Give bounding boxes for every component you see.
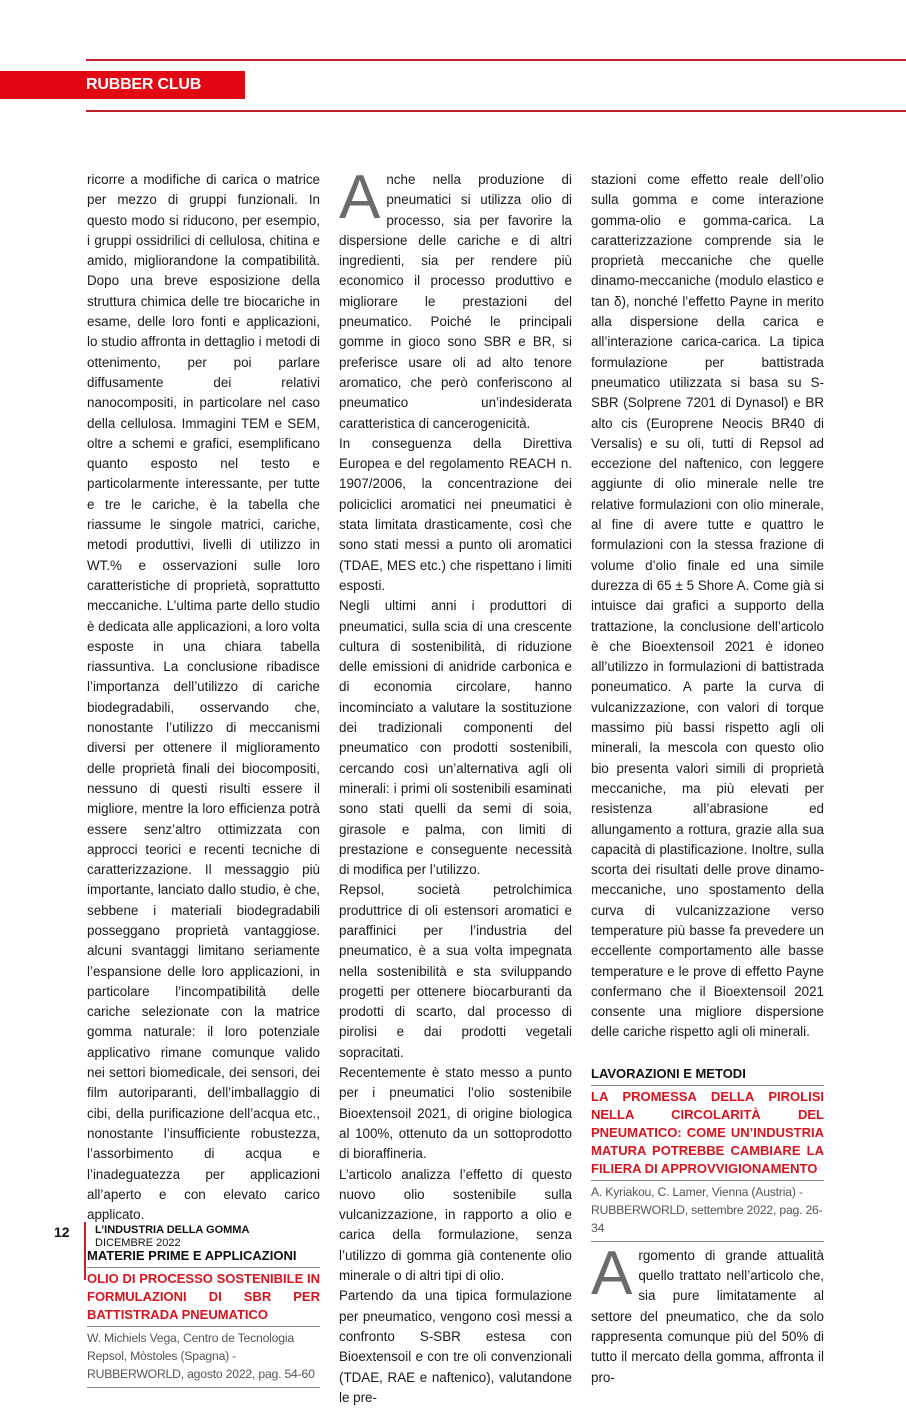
body-paragraph: nche nella produzione di pneumatici si utilizza olio di processo, sia per favorire la dispersione delle cariche e di altri ingredienti, sia per rendere più economico il processo produttivo e migliorare le prestazioni del pneumatico. Poiché le principali gomme in gioco sono SBR e BR, si preferisce usare oli ad alto tenore aromatico, che però conferiscono al pneumatico un’indesiderata caratteristica di cancerogenicità. (339, 172, 572, 431)
header-rule-bottom (86, 110, 906, 112)
article-byline: W. Michiels Vega, Centro de Tecnologia Repsol, Mòstoles (Spagna) - RUBBERWORLD, agosto 2022, pag. 54-60 (87, 1327, 320, 1388)
publication-name: L’INDUSTRIA DELLA GOMMA (95, 1224, 250, 1236)
body-paragraph: Repsol, società petrolchimica produttrice di oli estensori aromatici e paraffinici per l’industria del pneumatico, è a sua volta impegnata nella sostenibilità e sta sviluppando progetti per ottenere biocarburanti da prodotti di scarto, dal processo di pirolisi e dai prodotti vegetali sopracitati. (339, 882, 572, 1060)
article-title: LA PROMESSA DELLA PIROLISI NELLA CIRCOLARITÀ DEL PNEUMATICO: COME UN’INDUSTRIA MATURA POTREBBE CAMBIARE LA FILIERA DI APPROVVIGIONAMENTO (591, 1086, 824, 1181)
body-paragraph: rgomento di grande attualità quello trattato nell’articolo che, sia pure limitatamente al settore del pneumatico, che da solo rappresenta comunque più del 50% di tutto il mercato della gomma, affronta il pro- (591, 1247, 824, 1385)
body-paragraph: Negli ultimi anni i produttori di pneumatici, sulla scia di una crescente cultura di sostenibilità, di riduzione delle emissioni di anidride carbonica e di economia circolare, hanno incominciato a valutare la sostituzione dei tradizionali componenti del pneumatico con prodotti sostenibili, cercando così un’alternativa agli oli minerali: i primi oli sostenibili esaminati sono stati quelli da semi di soia, girasole e palma, con limiti di prestazione e conseguente necessità di modifica per l’utilizzo. (339, 598, 572, 878)
article-byline: A. Kyriakou, C. Lamer, Vienna (Austria) - RUBBERWORLD, settembre 2022, pag. 26-34 (591, 1181, 824, 1242)
body-paragraph: In conseguenza della Direttiva Europea e del regolamento REACH n. 1907/2006, la concentrazione dei policiclici aromatici nei pneumatici è stata limitata drasticamente, così che sono stati messi a punto oli aromatici (TDAE, MES etc.) che rispettano i limiti esposti. (339, 435, 572, 593)
header-rule-top (86, 59, 906, 61)
article-title: OLIO DI PROCESSO SOSTENIBILE IN FORMULAZIONI DI SBR PER BATTISTRADA PNEUMATICO (87, 1268, 320, 1327)
dropcap: A (591, 1238, 633, 1308)
body-paragraph: stazioni come effetto reale dell’olio sulla gomma e come interazione gomma-olio e gomma-carica. La caratterizzazione comprende sia le proprietà meccaniche che quelle dinamo-meccaniche (modulo elastico e tan δ), nonché l’effetto Payne in merito alla dispersione della carica e all’interazione carica-carica. La tipica formulazione per battistrada pneumatico utilizzata si basa su S-SBR (Solprene 7201 di Dynasol) e BR alto cis (Europrene Neocis BR40 di Versalis) e su oli, tutti di Repsol ad eccezione del naftenico, con leggere aggiunte di olio minerale nelle tre relative formulazioni con olio minerale, al fine di avere tutte e quattro le formulazioni con la stessa frazione di volume d’olio finale ed una simile durezza di 65 ± 5 Shore A. Come già si intuisce dai grafici a supporto della trattazione, la conclusione dell’articolo è che Bioextensoil 2021 è idoneo all’utilizzo in formulazioni di battistrada poneumatico. A parte la curva di vulcanizzazione, con valori di torque massimo più bassi rispetto agli oli minerali, la mescola con questo olio bio presenta valori simili di proprietà meccaniche, ma più elevati per resistenza all’abrasione ed allungamento a rottura, grazie alla sua capacità di plastificazione. Inoltre, sulla scorta dei risultati delle prove dinamo-meccaniche, uno spostamento della curva di vulcanizzazione verso temperature più basse fa prevedere un eccellente comportamento alle basse temperature e le prove di effetto Payne confermano che il Bioextensoil 2021 consente una migliore dispersione delle cariche rispetto agli oli minerali. (591, 172, 824, 1040)
article-body (591, 1238, 824, 1388)
dropcap: A (339, 163, 381, 232)
page-number: 12 (54, 1224, 70, 1240)
issue-date: DICEMBRE 2022 (95, 1237, 181, 1249)
footer-divider (84, 1222, 86, 1280)
body-paragraph: Recentemente è stato messo a punto per i pneumatici l’olio sostenibile Bioextensoil 2021, di origine biologica al 100%, ottenuto da un sottoprodotto di bioraffineria. (339, 1065, 572, 1162)
section-label: RUBBER CLUB (86, 76, 202, 93)
column-3 (591, 170, 824, 1388)
article-rubric: MATERIE PRIME E APPLICAZIONI (87, 1247, 320, 1268)
article-rubric: LAVORAZIONI E METODI (591, 1065, 824, 1086)
column-1 (87, 170, 320, 1388)
column-2 (339, 163, 572, 1408)
footer-publication (95, 1224, 249, 1250)
body-paragraph: L’articolo analizza l’effetto di questo nuovo olio sostenibile sulla vulcanizzazione, in rapporto a olio e carica della formulazione, senza l’utilizzo di gomma già contenente olio minerale o di altri tipi di olio. (339, 1166, 572, 1284)
section-band (0, 71, 245, 99)
body-paragraph: ricorre a modifiche di carica o matrice per mezzo di gruppi funzionali. In questo modo si riducono, per esempio, i gruppi ossidrilici di cellulosa, chitina e amido, migliorandone la compatibilità. Dopo una breve esposizione della struttura chimica delle tre biocariche in esame, delle loro fonti e applicazioni, lo studio affronta in dettaglio i metodi di ottenimento, per poi parlare diffusamente dei relativi nanocompositi, in particolare nel caso della cellulosa. Immagini TEM e SEM, oltre a schemi e grafici, esemplificano quanto esposto nel testo e particolarmente interessante, per tutte e tre le cariche, è la tabella che riassume le singole matrici, cariche, metodi produttivi, livelli di utilizzo in WT.% e osservazioni sulle loro caratteristiche di proprietà, soprattutto meccaniche. L’ultima parte dello studio è dedicata alle applicazioni, a loro volta esposte in una chiara tabella riassuntiva. La conclusione ribadisce l’importanza dell’utilizzo di cariche biodegradabili, osservando che, nonostante l’utilizzo di meccanismi diversi per ottenere il miglioramento delle proprietà finali dei biocompositi, nessuno di questi risulti essere il migliore, mentre la loro efficienza potrà essere senz’altro ottimizzata con approcci teorici e recenti tecniche di caratterizzazione. Il messaggio più importante, lanciato dallo studio, è che, sebbene i materiali biodegradabili posseggano proprietà vantaggiose. alcuni svantaggi limitano seriamente l’espansione delle loro applicazioni, in particolare l’incompatibilità delle cariche selezionate con la matrice gomma naturale: il loro potenziale applicativo rimane comunque valido nei settori biomedicale, dei sensori, dei film autoriparanti, dell’imballaggio di cibi, della purificazione dell’acqua etc., nonostante l’insufficiente robustezza, l’assorbimento di acqua e l’inadeguatezza per applicazioni all’aperto e con elevato carico applicato. (87, 172, 320, 1223)
body-paragraph: Partendo da una tipica formulazione per pneumatico, vengono così messi a confronto S-SBR estesa con Bioextensoil e con tre oli convenzionali (TDAE, RAE e naftenico), valutandone le pre- (339, 1288, 572, 1405)
